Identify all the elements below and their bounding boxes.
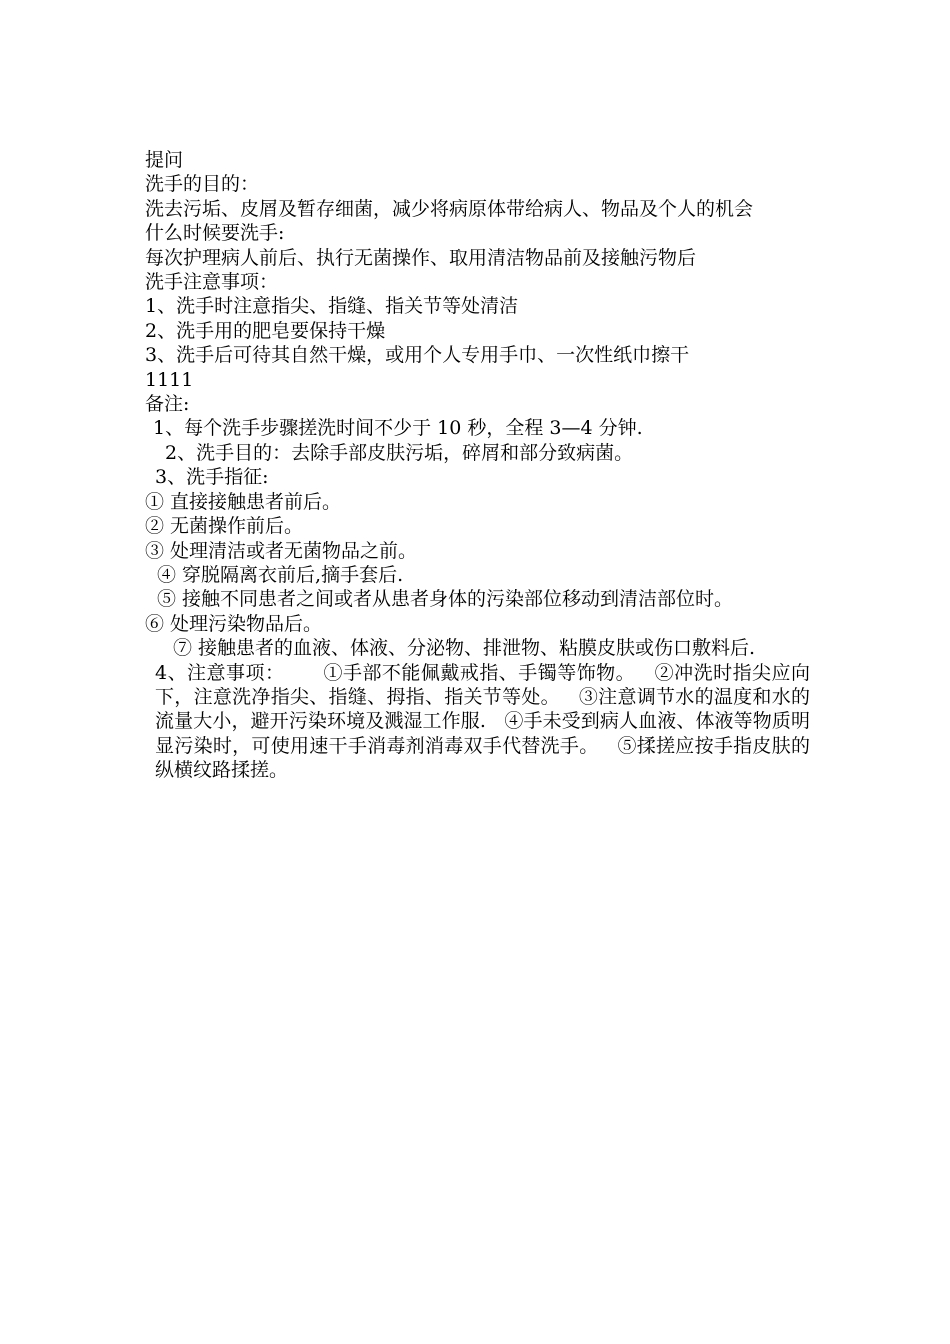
indication-6: ⑥ 处理污染物品后。 (145, 612, 323, 635)
remark-item-4: 4、注意事项： ①手部不能佩戴戒指、手镯等饰物。 ②冲洗时指尖应向下，注意洗净指尖、指缝、拇指、指关节等处。 ③注意调节水的温度和水的流量大小，避开污染环境及溅湿工作服. ④手未受到病人血液、体液等物质明显污染时，可使用速干手消毒剂消毒双手代替洗手。 ⑤揉搓应按手指皮肤的纵横纹路揉搓。 (155, 661, 810, 782)
remark-heading: 备注: (145, 393, 190, 416)
number-line: 1111 (145, 368, 194, 391)
indication-4: ④ 穿脱隔离衣前后,摘手套后. (157, 563, 404, 586)
indication-2: ② 无菌操作前后。 (145, 515, 304, 538)
purpose-text: 洗去污垢、皮屑及暂存细菌，减少将病原体带给病人、物品及个人的机会 (145, 197, 754, 220)
when-text: 每次护理病人前后、执行无菌操作、取用清洁物品前及接触污物后 (145, 246, 697, 269)
note-item-1: 1、洗手时注意指尖、指缝、指关节等处清洁 (145, 295, 519, 318)
remark-item-2: 2、洗手目的：去除手部皮肤污垢，碎屑和部分致病菌。 (165, 441, 634, 464)
indication-5: ⑤ 接触不同患者之间或者从患者身体的污染部位移动到清洁部位时。 (157, 588, 734, 611)
document-body (145, 148, 810, 783)
remark-item-1: 1、每个洗手步骤搓洗时间不少于 10 秒，全程 3—4 分钟. (153, 417, 643, 440)
notes-heading: 洗手注意事项： (145, 271, 279, 294)
indication-3: ③ 处理清洁或者无菌物品之前。 (145, 539, 418, 562)
indication-7: ⑦ 接触患者的血液、体液、分泌物、排泄物、粘膜皮肤或伤口敷料后. (173, 637, 756, 660)
note-item-2: 2、洗手用的肥皂要保持干燥 (145, 319, 386, 342)
doc-title: 提问 (145, 149, 184, 171)
remark-item-3: 3、洗手指征: (155, 466, 269, 489)
purpose-heading: 洗手的目的： (145, 173, 260, 196)
indication-1: ① 直接接触患者前后。 (145, 490, 342, 513)
when-heading: 什么时候要洗手: (145, 222, 285, 245)
note-item-3: 3、洗手后可待其自然干燥，或用个人专用手巾、一次性纸巾擦干 (145, 344, 690, 367)
